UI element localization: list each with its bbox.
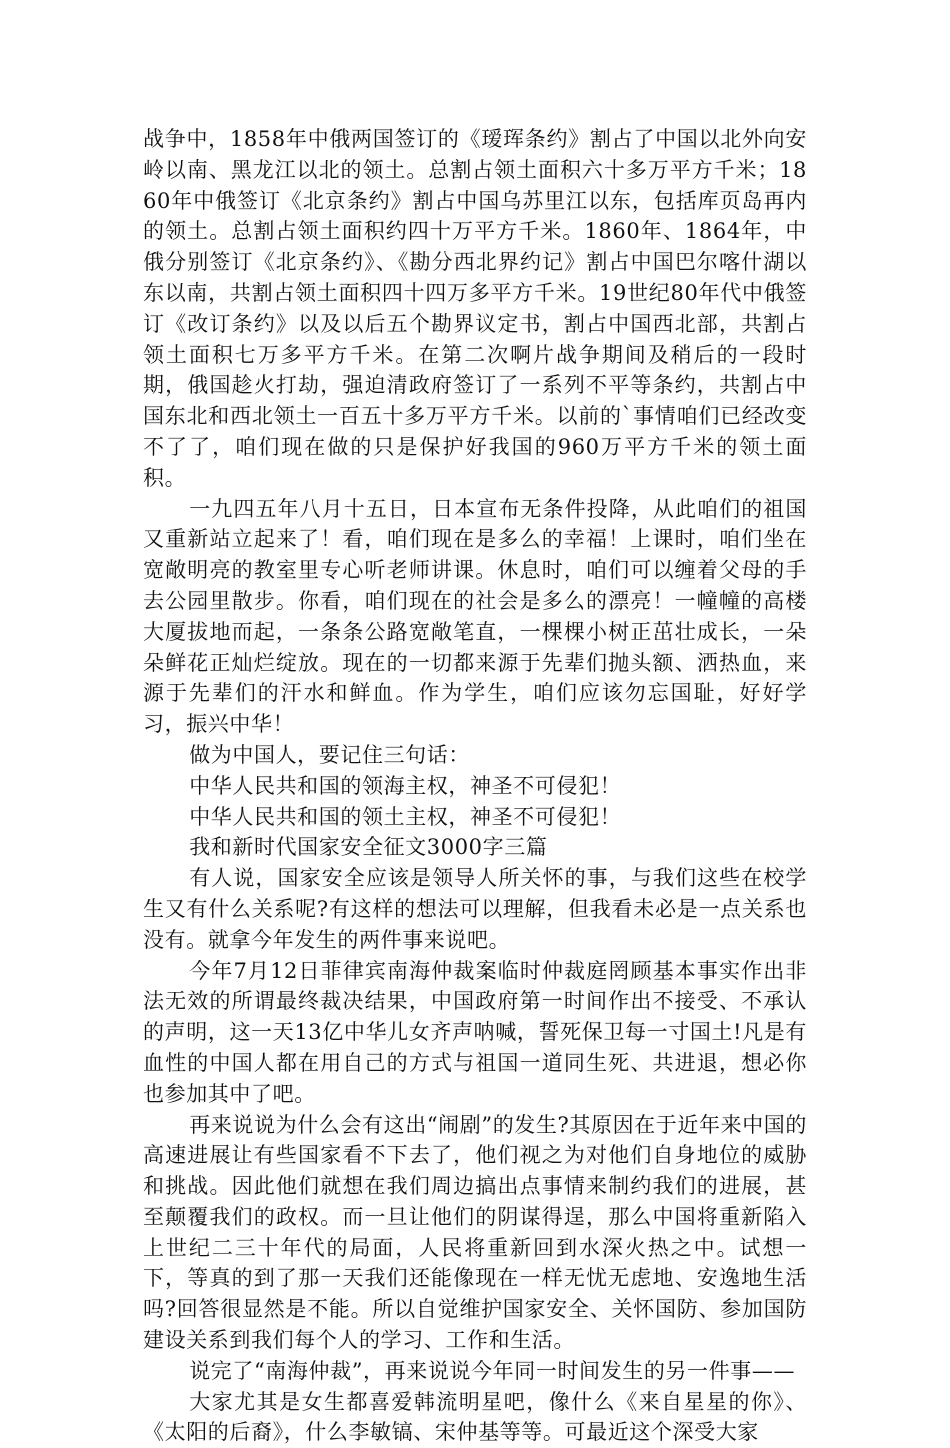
- paragraph-10: 说完了“南海仲裁”，再来说说今年同一时间发生的另一件事——: [189, 1358, 796, 1383]
- paragraph-11: 大家尤其是女生都喜爱韩流明星吧，像什么《来自星星的你》、《太阳的后裔》，什么李敏镐、宋仲基等等。可最近这个深受大家: [143, 1389, 807, 1445]
- paragraph-4: 中华人民共和国的领海主权，神圣不可侵犯！: [189, 773, 622, 798]
- paragraph-9: 再来说说为什么会有这出“闹剧”的发生?其原因在于近年来中国的高速进展让有些国家看不下去了，他们视之为对他们自身地位的威胁和挑战。因此他们就想在我们周边搞出点事情来制约我们的进展，甚至颠覆我们的政权。而一旦让他们的阴谋得逞，那么中国将重新陷入上世纪二三十年代的局面，人民将重新回到水深火热之中。试想一下，等真的到了那一天我们还能像现在一样无忧无虑地、安逸地生活吗?回答很显然是不能。所以自觉维护国家安全、关怀国防、参加国防建设关系到我们每个人的学习、工作和生活。: [143, 1112, 807, 1353]
- paragraph-2: 一九四五年八月十五日，日本宣布无条件投降，从此咱们的祖国又重新站立起来了！看，咱们现在是多么的幸福！上课时，咱们坐在宽敞明亮的教室里专心听老师讲课。休息时，咱们可以缠着父母的手去公园里散步。你看，咱们现在的社会是多么的漂亮！一幢幢的高楼大厦拔地而起，一条条公路宽敞笔直，一棵棵小树正茁壮成长，一朵朵鲜花正灿烂绽放。现在的一切都来源于先辈们抛头额、洒热血，来源于先辈们的汗水和鲜血。作为学生，咱们应该勿忘国耻，好好学习，振兴中华！: [143, 496, 807, 737]
- document-body: [143, 124, 807, 1448]
- paragraph-1: 战争中，1858年中俄两国签订的《瑷珲条约》割占了中国以北外向安岭以南、黑龙江以北的领土。总割占领土面积六十多万平方千米；1860年中俄签订《北京条约》割占中国乌苏里江以东，包括库页岛再内的领土。总割占领土面积约四十万平方千米。1860年、1864年，中俄分别签订《北京条约》、《勘分西北界约记》割占中国巴尔喀什湖以东以南，共割占领土面积四十四万多平方千米。19世纪80年代中俄签订《改订条约》以及以后五个勘界议定书，割占中国西北部，共割占领土面积七万多平方千米。在第二次啊片战争期间及稍后的一段时期，俄国趁火打劫，强迫清政府签订了一系列不平等条约，共割占中国东北和西北领土一百五十多万平方千米。以前的`事情咱们已经改变不了了，咱们现在做的只是保护好我国的960万平方千米的领土面积。: [143, 127, 807, 490]
- paragraph-8: 今年7月12日菲律宾南海仲裁案临时仲裁庭罔顾基本事实作出非法无效的所谓最终裁决结果，中国政府第一时间作出不接受、不承认的声明，这一天13亿中华儿女齐声呐喊，誓死保卫每一寸国土!凡是有血性的中国人都在用自己的方式与祖国一道同生死、共进退，想必你也参加其中了吧。: [143, 958, 807, 1106]
- section-title: 我和新时代国家安全征文3000字三篇: [189, 835, 548, 860]
- paragraph-5: 中华人民共和国的领土主权，神圣不可侵犯！: [189, 804, 622, 829]
- paragraph-7: 有人说，国家安全应该是领导人所关怀的事，与我们这些在校学生又有什么关系呢?有这样的想法可以理解，但我看未必是一点关系也没有。就拿今年发生的两件事来说吧。: [143, 866, 807, 952]
- paragraph-3: 做为中国人，要记住三句话：: [189, 742, 470, 767]
